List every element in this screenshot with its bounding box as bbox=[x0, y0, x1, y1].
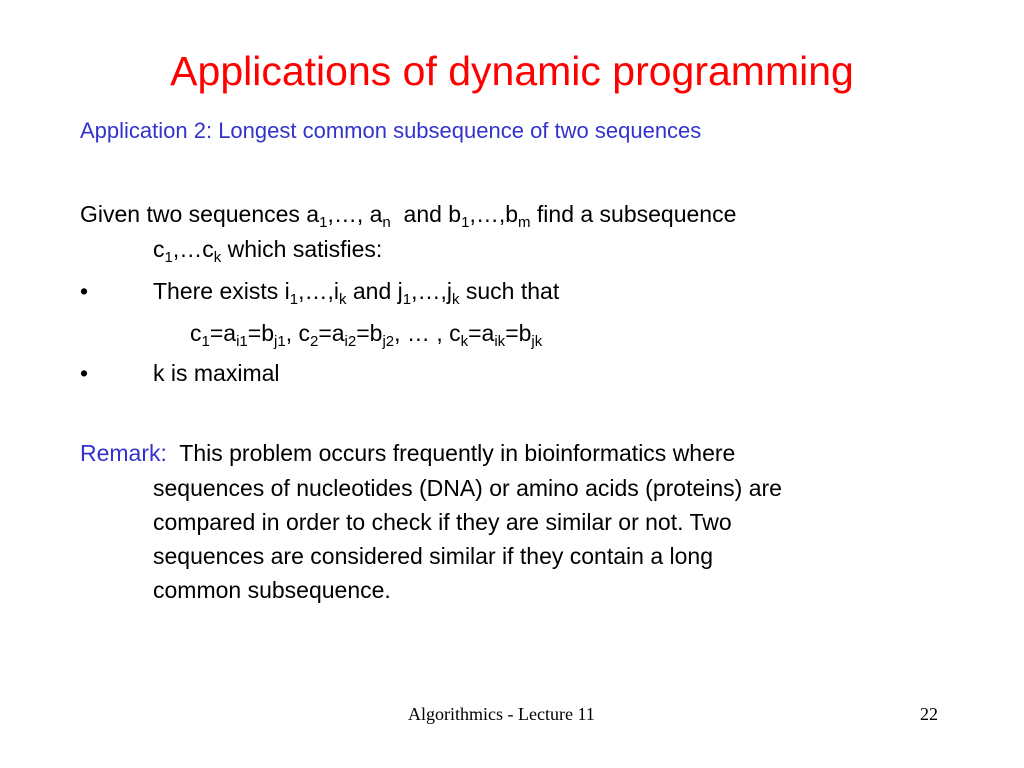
text-segment: find a subsequence bbox=[530, 201, 737, 227]
text-segment: ,…,i bbox=[298, 278, 339, 304]
text-segment: and b bbox=[390, 201, 462, 227]
text-segment: =b bbox=[505, 320, 532, 346]
bullet-marker: • bbox=[80, 278, 89, 304]
bullet-marker: • bbox=[80, 360, 89, 386]
text-segment: =b bbox=[356, 320, 383, 346]
remark-line-4: sequences are considered similar if they contain a long bbox=[153, 543, 713, 569]
subscript: 1 bbox=[402, 291, 412, 308]
given-line-2 bbox=[153, 236, 383, 266]
text-segment: , … , c bbox=[394, 320, 461, 346]
page-number: 22 bbox=[920, 704, 938, 724]
text-segment: Given two sequences a bbox=[80, 201, 320, 227]
text-segment: This problem occurs frequently in bioinformatics where bbox=[166, 440, 736, 466]
text-segment: =a bbox=[209, 320, 237, 346]
text-segment: There exists i bbox=[153, 278, 290, 304]
text-segment: ,…, a bbox=[327, 201, 383, 227]
bullet-1 bbox=[153, 278, 560, 308]
subscript: i2 bbox=[344, 333, 357, 350]
subscript: 2 bbox=[309, 333, 319, 350]
bullet-2: k is maximal bbox=[153, 360, 280, 386]
text-segment: =a bbox=[468, 320, 495, 346]
text-segment: c bbox=[153, 236, 165, 262]
text-segment: , c bbox=[285, 320, 310, 346]
subscript: j2 bbox=[382, 333, 395, 350]
text-segment: c bbox=[190, 320, 202, 346]
subscript: i1 bbox=[236, 333, 248, 350]
remark-label: Remark: bbox=[80, 440, 167, 466]
text-segment: such that bbox=[459, 278, 560, 304]
text-segment: =a bbox=[318, 320, 345, 346]
subscript: 1 bbox=[164, 249, 173, 266]
text-segment: ,…,j bbox=[411, 278, 452, 304]
given-line-1 bbox=[80, 201, 737, 231]
subscript: m bbox=[518, 214, 531, 231]
remark-line-2: sequences of nucleotides (DNA) or amino acids (proteins) are bbox=[153, 475, 782, 501]
subscript: n bbox=[382, 214, 391, 231]
text-segment: =b bbox=[247, 320, 274, 346]
subscript: jk bbox=[531, 333, 543, 350]
subscript: 1 bbox=[461, 214, 470, 231]
slide-title: Applications of dynamic programming bbox=[170, 48, 854, 94]
text-segment: ,…c bbox=[172, 236, 214, 262]
remark-line-3: compared in order to check if they are similar or not. Two bbox=[153, 509, 732, 535]
remark-line-1 bbox=[80, 440, 735, 467]
subscript: k bbox=[460, 333, 469, 350]
remark-line-5: common subsequence. bbox=[153, 577, 391, 603]
subscript: k bbox=[339, 291, 347, 308]
subscript: k bbox=[213, 249, 222, 266]
text-segment: ,…,b bbox=[469, 201, 519, 227]
text-segment: and j bbox=[346, 278, 403, 304]
footer-course: Algorithmics - Lecture 11 bbox=[408, 704, 595, 724]
subscript: k bbox=[452, 291, 460, 308]
subscript: 1 bbox=[201, 333, 210, 350]
slide-subtitle: Application 2: Longest common subsequence of two sequences bbox=[80, 118, 702, 143]
subscript: 1 bbox=[289, 291, 299, 308]
subscript: 1 bbox=[319, 214, 328, 231]
subscript: j1 bbox=[274, 333, 286, 350]
subscript: ik bbox=[494, 333, 506, 350]
text-segment: which satisfies: bbox=[221, 236, 383, 262]
formula bbox=[190, 320, 543, 350]
